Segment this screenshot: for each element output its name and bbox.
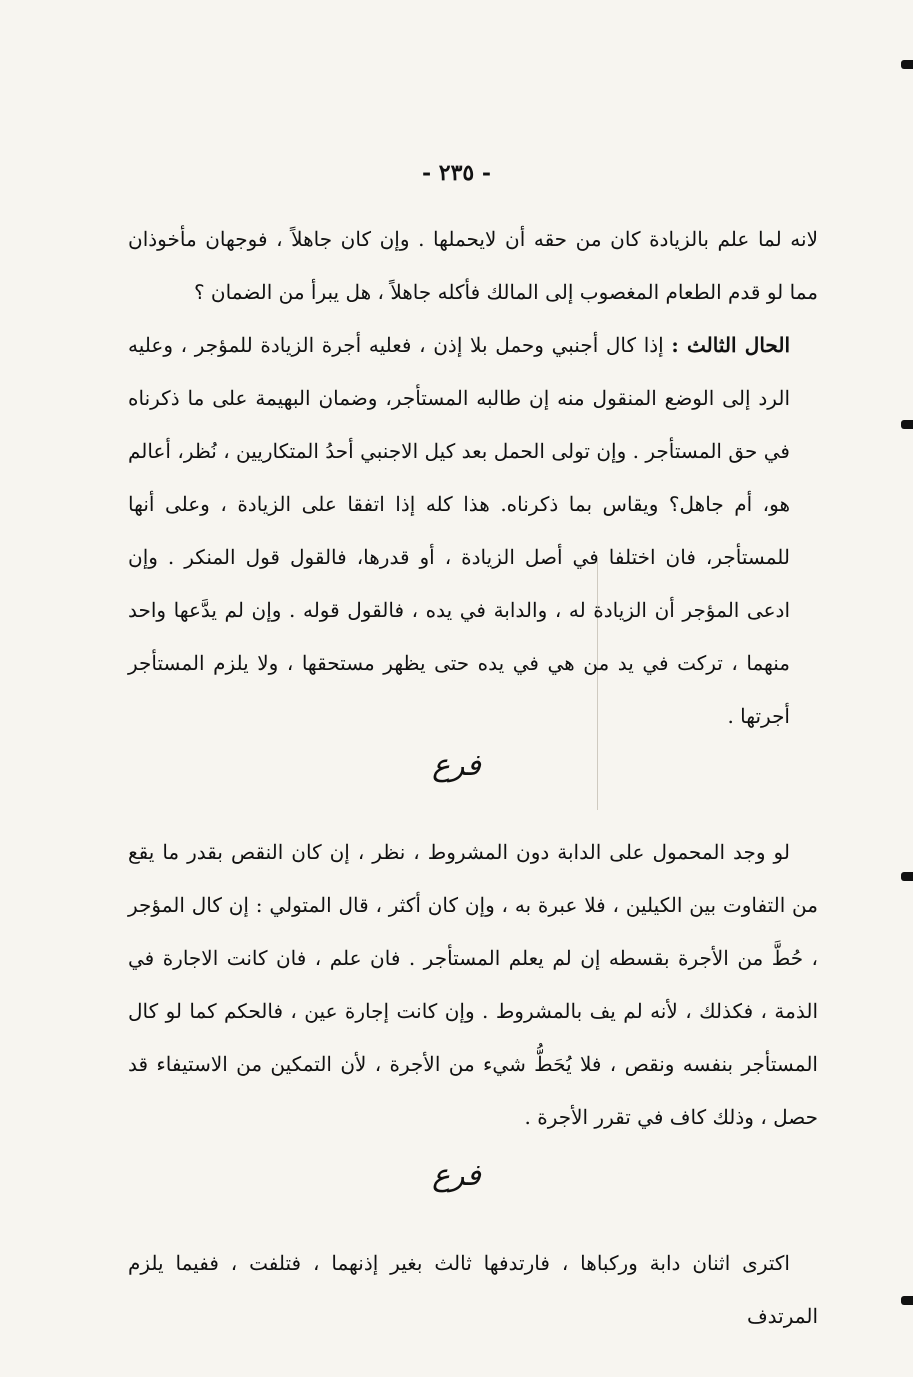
paragraph-4 xyxy=(128,1237,818,1343)
scan-edge-mark xyxy=(901,872,913,881)
scan-edge-mark xyxy=(901,420,913,429)
paragraph-4-text: اكترى اثنان دابة وركباها ، فارتدفها ثالث بغير إذنهما ، فتلفت ، ففيما يلزم المرتدف xyxy=(128,1251,818,1328)
section-heading-2: فرع xyxy=(432,1158,481,1193)
paragraph-3-text: لو وجد المحمول على الدابة دون المشروط ، نظر ، إن كان النقص بقدر ما يقع من التفاوت بين الكيلين ، فلا عبرة به ، وإن كان أكثر ، قال المتولي : إن كال المؤجر ، حُطَّ من الأجرة بقسطه إن لم يعلم المستأجر . فان علم ، فان كانت الاجارة في الذمة ، فكذلك ، لأنه لم يف بالمشروط . وإن كانت إجارة عين ، فالحكم كما لو كال المستأجر بنفسه ونقص ، فلا يُحَطُّ شيء من الأجرة ، لأن التمكين من الاستيفاء قد حصل ، وذلك كاف في تقرر الأجرة . xyxy=(128,840,818,1129)
section-1 xyxy=(128,213,818,743)
section-heading-1: فرع xyxy=(432,748,481,783)
paragraph-1 xyxy=(128,213,818,319)
paragraph-2 xyxy=(128,319,790,743)
section-3 xyxy=(128,1237,818,1343)
scan-edge-mark xyxy=(901,1296,913,1305)
section-2 xyxy=(128,826,818,1144)
paragraph-2-text: إذا كال أجنبي وحمل بلا إذن ، فعليه أجرة الزيادة للمؤجر ، وعليه الرد إلى الوضع المنقول منه إن طالبه المستأجر، وضمان البهيمة على ما ذكرناه في حق المستأجر . وإن تولى الحمل بعد كيل الاجنبي أحدُ المتكاريين ، نُظر، أعالم هو، أم جاهل؟ ويقاس بما ذكرناه. هذا كله إذا اتفقا على الزيادة ، وعلى أنها للمستأجر، فان اختلفا في أصل الزيادة ، أو قدرها، فالقول قول المنكر . وإن ادعى المؤجر أن الزيادة له ، والدابة في يده ، فالقول قوله . وإن لم يدَّعها واحد منهما ، تركت في يد من هي في يده حتى يظهر مستحقها ، ولا يلزم المستأجر أجرتها . xyxy=(128,333,790,728)
paragraph-3 xyxy=(128,826,818,1144)
paragraph-2-lead: الحال الثالث : xyxy=(671,333,790,357)
scan-edge-mark xyxy=(901,60,913,69)
page-number: - ٢٣٥ - xyxy=(421,160,492,186)
paragraph-1-text: لانه لما علم بالزيادة كان من حقه أن لايحملها . وإن كان جاهلاً ، فوجهان مأخوذان مما لو قدم الطعام المغصوب إلى المالك فأكله جاهلاً ، هل يبرأ من الضمان ؟ xyxy=(128,227,818,304)
